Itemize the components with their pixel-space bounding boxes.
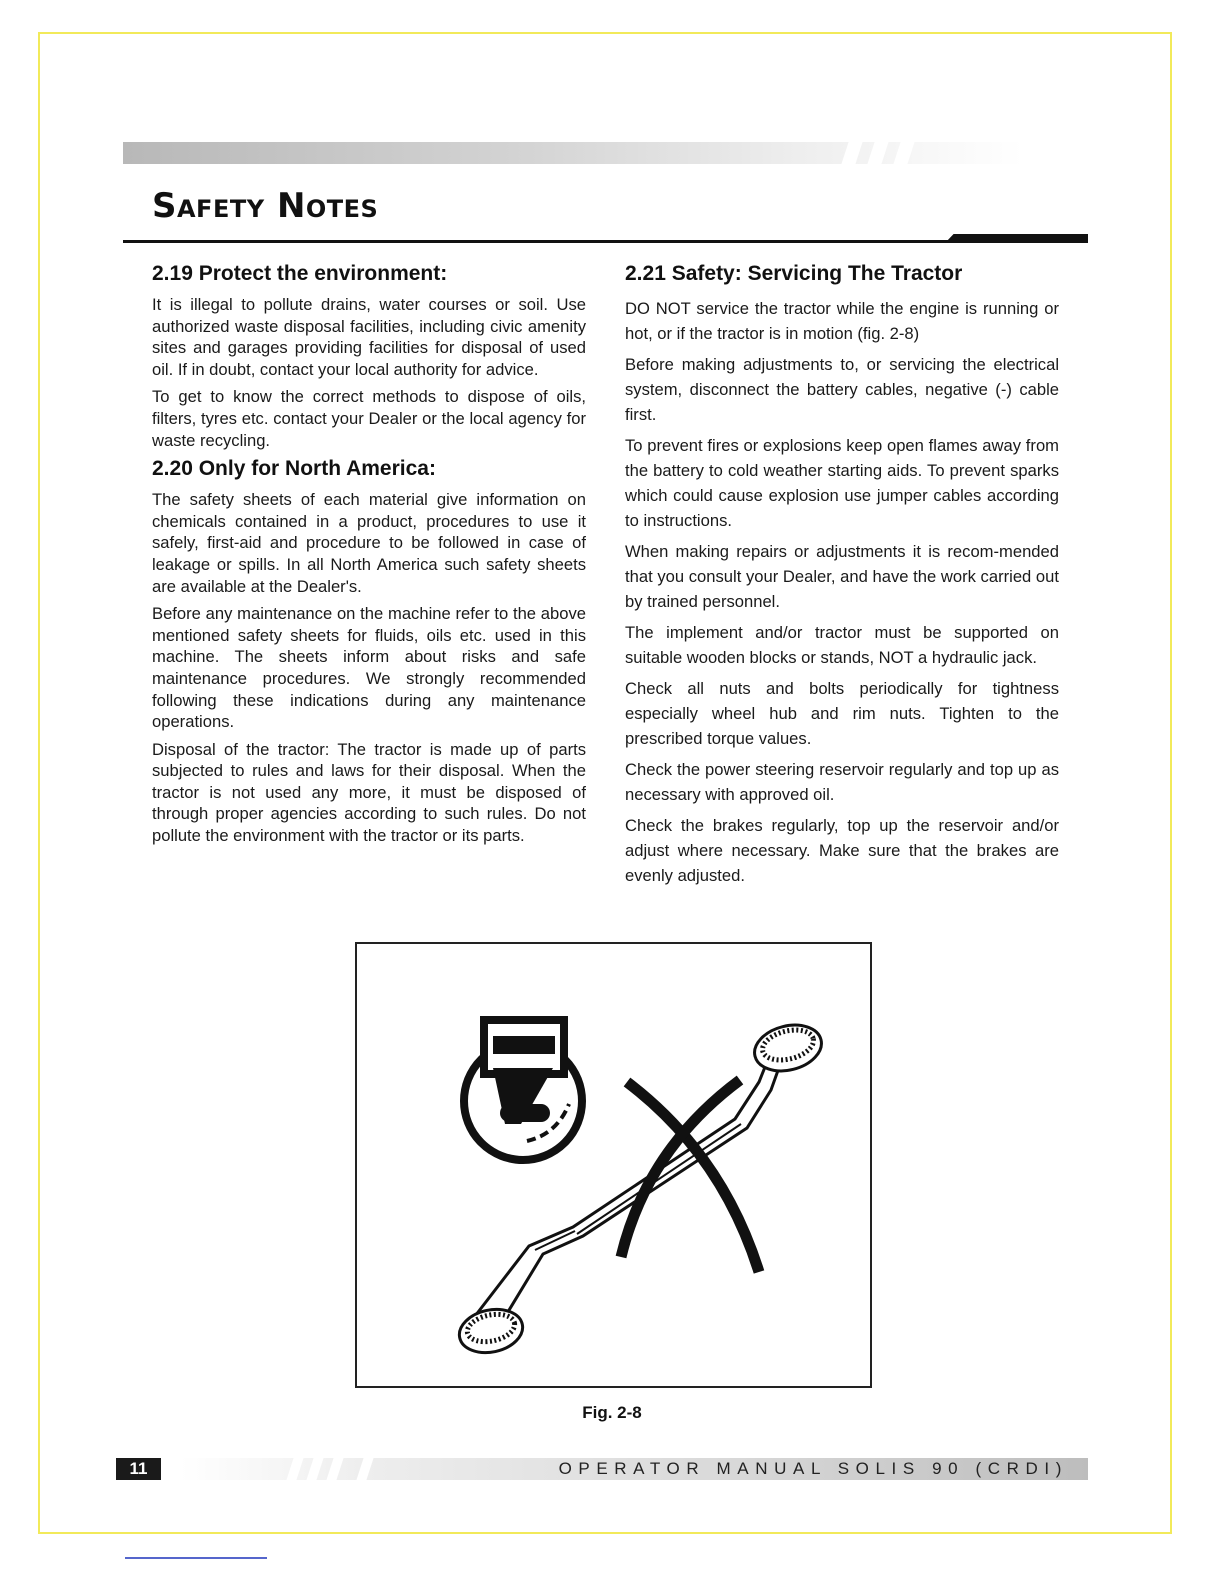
section-heading-2-19: 2.19 Protect the environment: bbox=[152, 262, 448, 285]
paragraph: The safety sheets of each material give information on chemicals contained in a product, procedures to use it safely, first-aid and procedure to be followed in case of leakage or spills. In all North America such safety sheets are available at the Dealer's. bbox=[152, 490, 586, 596]
paragraph: The implement and/or tractor must be supported on suitable wooden blocks or stands, NOT a hydraulic jack. bbox=[625, 623, 1059, 667]
paragraph: Before making adjustments to, or servicing the electrical system, disconnect the battery cables, negative (-) cable first. bbox=[625, 355, 1059, 424]
paragraph: Check the brakes regularly, top up the reservoir and/or adjust where necessary. Make sure that the brakes are evenly adjusted. bbox=[625, 816, 1059, 885]
figure-2-8 bbox=[355, 942, 872, 1388]
band-stripe bbox=[841, 142, 862, 164]
section-heading-2-21: 2.21 Safety: Servicing The Tractor bbox=[625, 262, 963, 285]
left-column bbox=[152, 262, 586, 853]
manual-title: OPERATOR MANUAL SOLIS 90 (CRDI) bbox=[558, 1459, 1068, 1478]
right-column bbox=[625, 262, 1059, 894]
paragraph: Disposal of the tractor: The tractor is made up of parts subjected to rules and laws for their disposal. When the tractor is not used any more, it must be disposed of through proper agencies according to such rules. Do not pollute the environment with the tractor or its parts. bbox=[152, 739, 586, 846]
prohibited-x-icon bbox=[621, 1080, 759, 1272]
band-stripe bbox=[306, 1458, 323, 1480]
paragraph: Before any maintenance on the machine refer to the above mentioned safety sheets for fluids, oils etc. used in this machine. The sheets inform about risks and safe maintenance procedures. We strongly recommended following these indications during any maintenance operations. bbox=[152, 604, 586, 732]
section-heading-2-20: 2.20 Only for North America: bbox=[152, 457, 436, 481]
ignition-key-icon bbox=[464, 1020, 582, 1160]
band-stripe bbox=[893, 142, 914, 164]
page-number: 11 bbox=[116, 1458, 161, 1480]
paragraph: Check all nuts and bolts periodically for tightness especially wheel hub and rim nuts. Tighten to the prescribed torque values. bbox=[625, 679, 1059, 748]
title-rule bbox=[123, 240, 1088, 243]
bottom-link-underline[interactable] bbox=[125, 1557, 267, 1559]
band-stripe bbox=[356, 1458, 373, 1480]
title-rule-tab bbox=[945, 234, 1088, 243]
figure-caption: Fig. 2-8 bbox=[582, 1403, 642, 1422]
section-title: Safety Notes bbox=[152, 186, 379, 226]
band-stripe bbox=[286, 1458, 303, 1480]
paragraph: When making repairs or adjustments it is recom-mended that you consult your Dealer, and have the work carried out by trained personnel. bbox=[625, 542, 1059, 611]
paragraph: To get to know the correct methods to dispose of oils, filters, tyres etc. contact your Dealer or the local agency for waste recycling. bbox=[152, 387, 586, 450]
paragraph: Check the power steering reservoir regularly and top up as necessary with approved oil. bbox=[625, 760, 1059, 804]
paragraph: It is illegal to pollute drains, water courses or soil. Use authorized waste disposal facilities, including civic amenity sites and garages providing facilities for disposal of used oil. If in doubt, contact your local authority for advice. bbox=[152, 295, 586, 379]
header-band bbox=[123, 142, 1023, 164]
paragraph: DO NOT service the tractor while the engine is running or hot, or if the tractor is in motion (fig. 2-8) bbox=[625, 299, 1059, 343]
band-stripe bbox=[326, 1458, 343, 1480]
paragraph: To prevent fires or explosions keep open flames away from the battery to cold weather starting aids. To prevent sparks which could cause explosion use jumper cables according to instructions. bbox=[625, 436, 1059, 530]
band-stripe bbox=[867, 142, 888, 164]
